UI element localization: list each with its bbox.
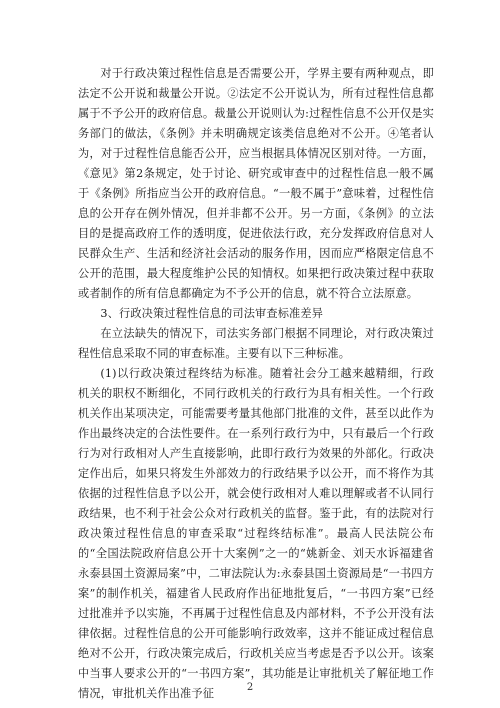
section-heading-review-standards: 3、行政决策过程性信息的司法审查标准差异	[100, 307, 324, 320]
paragraph-disclosure-views: 对于行政决策过程性信息是否需要公开，学界主要有两种观点，即法定不公开说和裁量公开说。②法定不公开说认为，所有过程性信息都属于不予公开的政府信息。裁量公开说则认为:过程性信息不公开仅是实务部门的做法，《条例》并未明确规定该类信息绝对不公开。④笔者认为，对于过程性信息能否公开，应当根据具体情况区别对待。一方面，《意见》第2条规定，处于讨论、研究或审查中的过程性信息一般不属于《条例》所指应当公开的政府信息。“一般不属于”意味着，过程性信息的公开存在例外情况，但并非都不公开。另一方面，《条例》的立法目的是提高政府工作的透明度，促进依法行政，充分发挥政府信息对人民群众生产、生活和经济社会活动的服务作用，因而应严格限定信息不公开的范围，最大程度维护公民的知情权。如果把行政决策过程中获取或者制作的所有信息都确定为不予公开的信息，就不符合立法原意。	[78, 67, 434, 300]
paragraph-review-intro: 在立法缺失的情况下，司法实务部门根据不同理论，对行政决策过程性信息采取不同的审查标准。主要有以下三种标准。	[78, 327, 434, 360]
page-number: 2	[246, 682, 254, 693]
document-body	[78, 64, 434, 704]
paragraph-process-end-standard: (1)以行政决策过程终结为标准。随着社会分工越来越精细，行政机关的职权不断细化，不同行政机关的行政行为具有相关性。一个行政机关作出某项决定，可能需要考量其他部门批准的文件，甚至以此作为作出最终决定的合法性要件。在一系列行政行为中，只有最后一个行政行为对行政相对人产生直接影响，此即行政行为效果的外部化。行政决定作出后，如果只将发生外部效力的行政结果予以公开，而不将作为其依据的过程性信息予以公开，就会使行政相对人难以理解或者不认同行政结果，也不利于社会公众对行政机关的监督。鉴于此，有的法院对行政决策过程性信息的审查采取“过程终结标准”。最高人民法院公布的“全国法院政府信息公开十大案例”之一的“姚新金、刘天水诉福建省永泰县国土资源局案”中，二审法院认为:永泰县国土资源局是“一书四方案”的制作机关，福建省人民政府作出征地批复后，“一书四方案”已经过批准并予以实施，不再属于过程性信息及内部材料，不予公开没有法律依据。过程性信息的公开可能影响行政效率，这并不能证成过程信息绝对不公开，行政决策完成后，行政机关应当考虑是否予以公开。该案中当事人要求公开的“一书四方案”，其功能是让审批机关了解征地工作情况，审批机关作出准予征	[78, 367, 434, 700]
